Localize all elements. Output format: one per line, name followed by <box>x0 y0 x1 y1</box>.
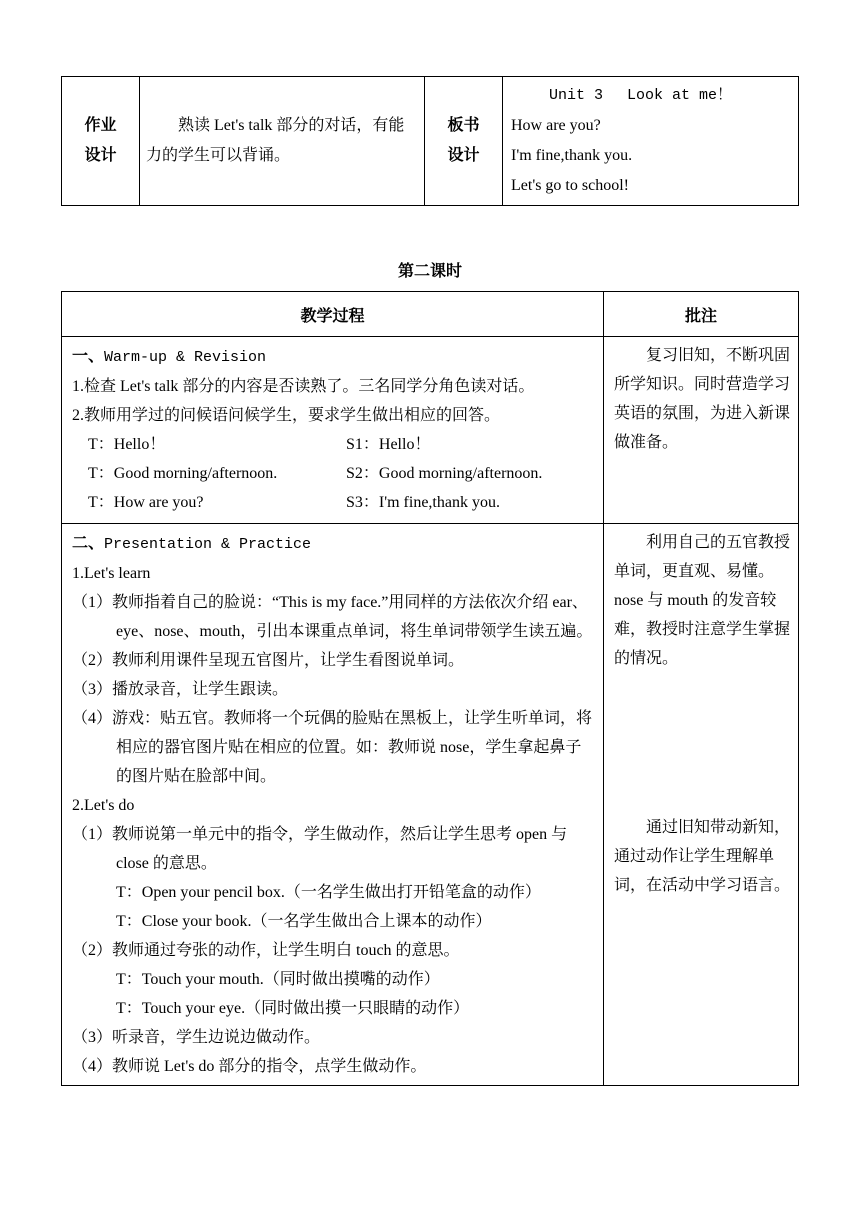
board-label-line1: 板书 <box>447 117 480 134</box>
section2-heading <box>72 528 597 559</box>
dialogue-teacher: T：How are you? <box>88 494 204 511</box>
learn-item: （4）游戏：贴五官。教师将一个玩偶的脸贴在黑板上，让学生听单词，将相应的器官图片贴在相应的位置。如：教师说 nose，学生拿起鼻子的图片贴在脸部中间。 <box>72 710 593 785</box>
do-item: （3）听录音，学生边说边做动作。 <box>72 1029 321 1046</box>
lesson-title: 第二课时 <box>397 263 462 280</box>
board-label-cell <box>425 77 503 206</box>
section2-note1: 利用自己的五官教授单词，更直观、易懂。nose 与 mouth 的发音较难，教授时注意学生掌握的情况。 <box>614 534 791 667</box>
dialogue-student: S1：Hello！ <box>346 436 431 453</box>
section2-note2: 通过旧知带动新知，通过动作让学生理解单词，在活动中学习语言。 <box>614 819 791 894</box>
section1-title: Warm-up & Revision <box>104 349 267 366</box>
dialogue-row <box>72 430 597 459</box>
section2-number: 二、 <box>72 533 105 552</box>
learn-item: （3）播放录音，让学生跟读。 <box>72 681 289 698</box>
do-example: T：Close your book.（一名学生做出合上课本的动作） <box>116 913 492 930</box>
do-item: （1）教师说第一单元中的指令，学生做动作，然后让学生思考 open 与 close 的意思。 <box>72 826 568 872</box>
homework-label-line1: 作业 <box>84 117 117 134</box>
do-example: T：Open your pencil box.（一名学生做出打开铅笔盒的动作） <box>116 884 541 901</box>
learn-item: （1）教师指着自己的脸说：“This is my face.”用同样的方法依次介绍 ear、eye、nose、mouth，引出本课重点单词，将生单词带领学生读五遍。 <box>72 594 593 640</box>
dialogue-student: S2：Good morning/afternoon. <box>346 465 543 482</box>
section1-note-cell <box>604 337 799 524</box>
board-unit-title: Unit 3 Look at me！ <box>549 87 733 104</box>
do-example: T：Touch your mouth.（同时做出摸嘴的动作） <box>116 971 440 988</box>
section1-note: 复习旧知，不断巩固所学知识。同时营造学习英语的氛围，为进入新课做准备。 <box>614 347 791 451</box>
header-notes: 批注 <box>604 292 799 337</box>
homework-board-table <box>61 76 799 206</box>
do-item: （2）教师通过夸张的动作，让学生明白 touch 的意思。 <box>72 942 460 959</box>
homework-content-cell <box>140 77 425 206</box>
section1-line: 2.教师用学过的问候语问候学生，要求学生做出相应的回答。 <box>72 407 501 424</box>
homework-label-cell <box>62 77 140 206</box>
section1-number: 一、 <box>72 346 105 365</box>
dialogue-row <box>72 488 597 517</box>
dialogue-teacher: T：Hello！ <box>88 436 166 453</box>
section1-heading <box>72 341 597 372</box>
board-label-line2: 设计 <box>447 147 480 164</box>
do-title: 2.Let's do <box>72 797 135 814</box>
board-line: Let's go to school! <box>511 177 629 194</box>
board-line: How are you? <box>511 117 601 134</box>
learn-item: （2）教师利用课件呈现五官图片，让学生看图说单词。 <box>72 652 465 669</box>
learn-title: 1.Let's learn <box>72 565 151 582</box>
section1-cell <box>62 337 604 524</box>
section1-line: 1.检查 Let's talk 部分的内容是否读熟了。三名同学分角色读对话。 <box>72 378 535 395</box>
process-table <box>61 291 799 1086</box>
board-line: I'm fine,thank you. <box>511 147 633 164</box>
dialogue-row <box>72 459 597 488</box>
dialogue-student: S3：I'm fine,thank you. <box>346 494 500 511</box>
section2-note-cell <box>604 524 799 1086</box>
homework-label-line2: 设计 <box>84 147 117 164</box>
section2-cell <box>62 524 604 1086</box>
board-content-cell <box>503 77 799 206</box>
do-item: （4）教师说 Let's do 部分的指令，点学生做动作。 <box>72 1058 427 1075</box>
section2-title: Presentation & Practice <box>104 536 312 553</box>
do-example: T：Touch your eye.（同时做出摸一只眼睛的动作） <box>116 1000 470 1017</box>
header-process: 教学过程 <box>62 292 604 337</box>
homework-content: 熟读 Let's talk 部分的对话，有能力的学生可以背诵。 <box>146 117 405 164</box>
dialogue-teacher: T：Good morning/afternoon. <box>88 465 278 482</box>
